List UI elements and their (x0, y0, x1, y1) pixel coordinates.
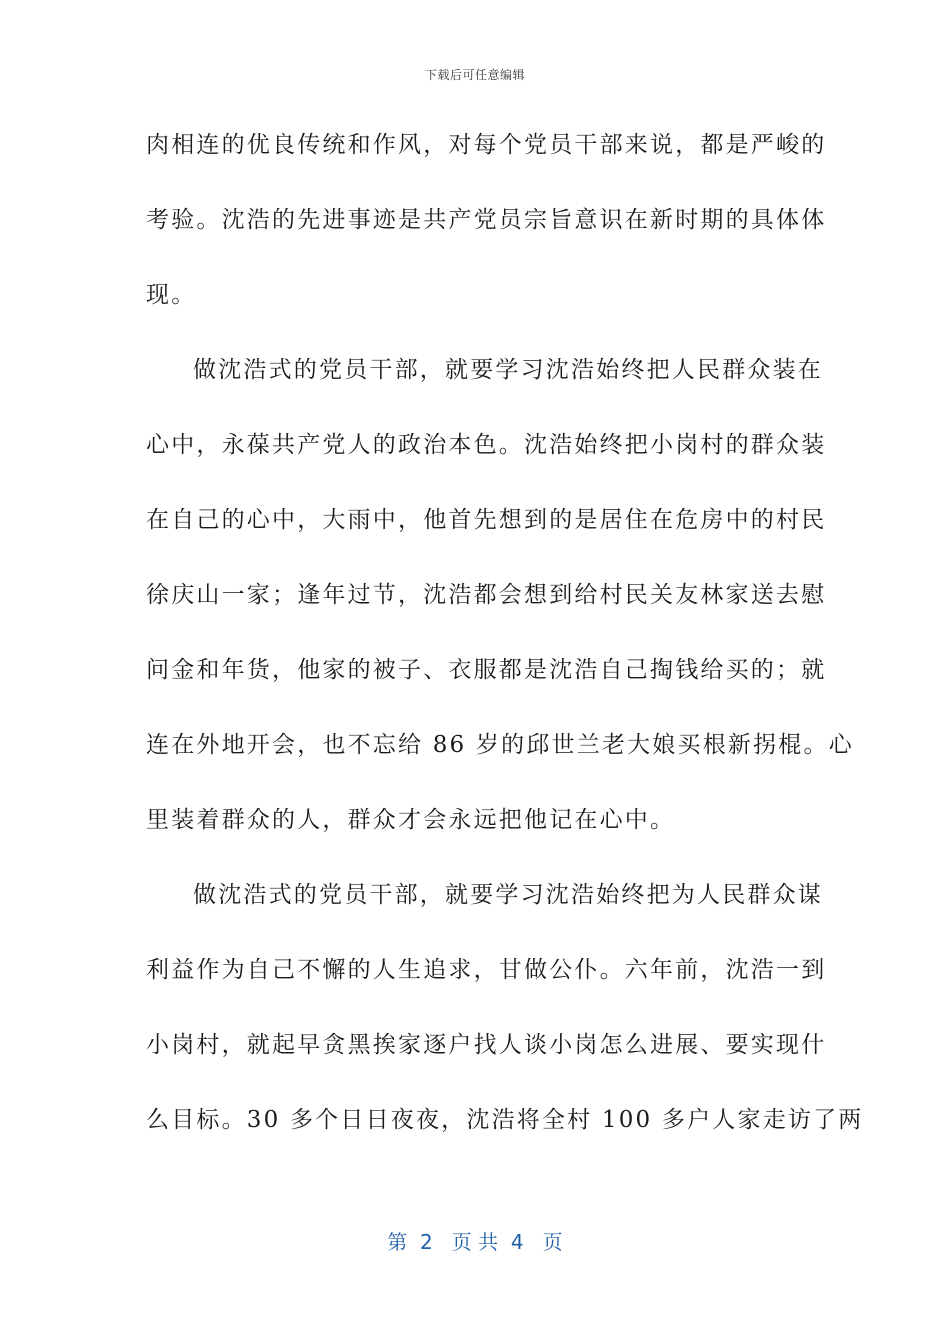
paragraph-start-line: 做沈浩式的党员干部，就要学习沈浩始终把人民群众装在 (193, 357, 823, 383)
text-line: 里装着群众的人，群众才会永远把他记在心中。 (146, 807, 676, 833)
page-number-footer: 第 2 页 共 4 页 (387, 1230, 563, 1254)
text-line: 肉相连的优良传统和作风，对每个党员干部来说，都是严峻的 (146, 132, 827, 158)
text-line: 连在外地开会，也不忘给 86 岁的邱世兰老大娘买根新拐棍。心 (146, 732, 854, 758)
text-line: 么目标。30 多个日日夜夜，沈浩将全村 100 多户人家走访了两 (146, 1107, 864, 1133)
paragraph-start-line: 做沈浩式的党员干部，就要学习沈浩始终把为人民群众谋 (193, 882, 823, 908)
text-line: 徐庆山一家；逢年过节，沈浩都会想到给村民关友林家送去慰 (146, 582, 827, 608)
text-line: 问金和年货，他家的被子、衣服都是沈浩自己掏钱给买的；就 (146, 657, 827, 683)
download-note: 下载后可任意编辑 (424, 68, 525, 82)
document-body (146, 122, 864, 1172)
text-line: 在自己的心中，大雨中，他首先想到的是居住在危房中的村民 (146, 507, 827, 533)
text-line: 考验。沈浩的先进事迹是共产党员宗旨意识在新时期的具体体 (146, 207, 827, 233)
text-line: 心中，永葆共产党人的政治本色。沈浩始终把小岗村的群众装 (146, 432, 827, 458)
text-line: 小岗村，就起早贪黑挨家逐户找人谈小岗怎么进展、要实现什 (146, 1032, 827, 1058)
text-line: 利益作为自己不懈的人生追求，甘做公仆。六年前，沈浩一到 (146, 957, 827, 983)
text-line: 现。 (146, 282, 197, 308)
